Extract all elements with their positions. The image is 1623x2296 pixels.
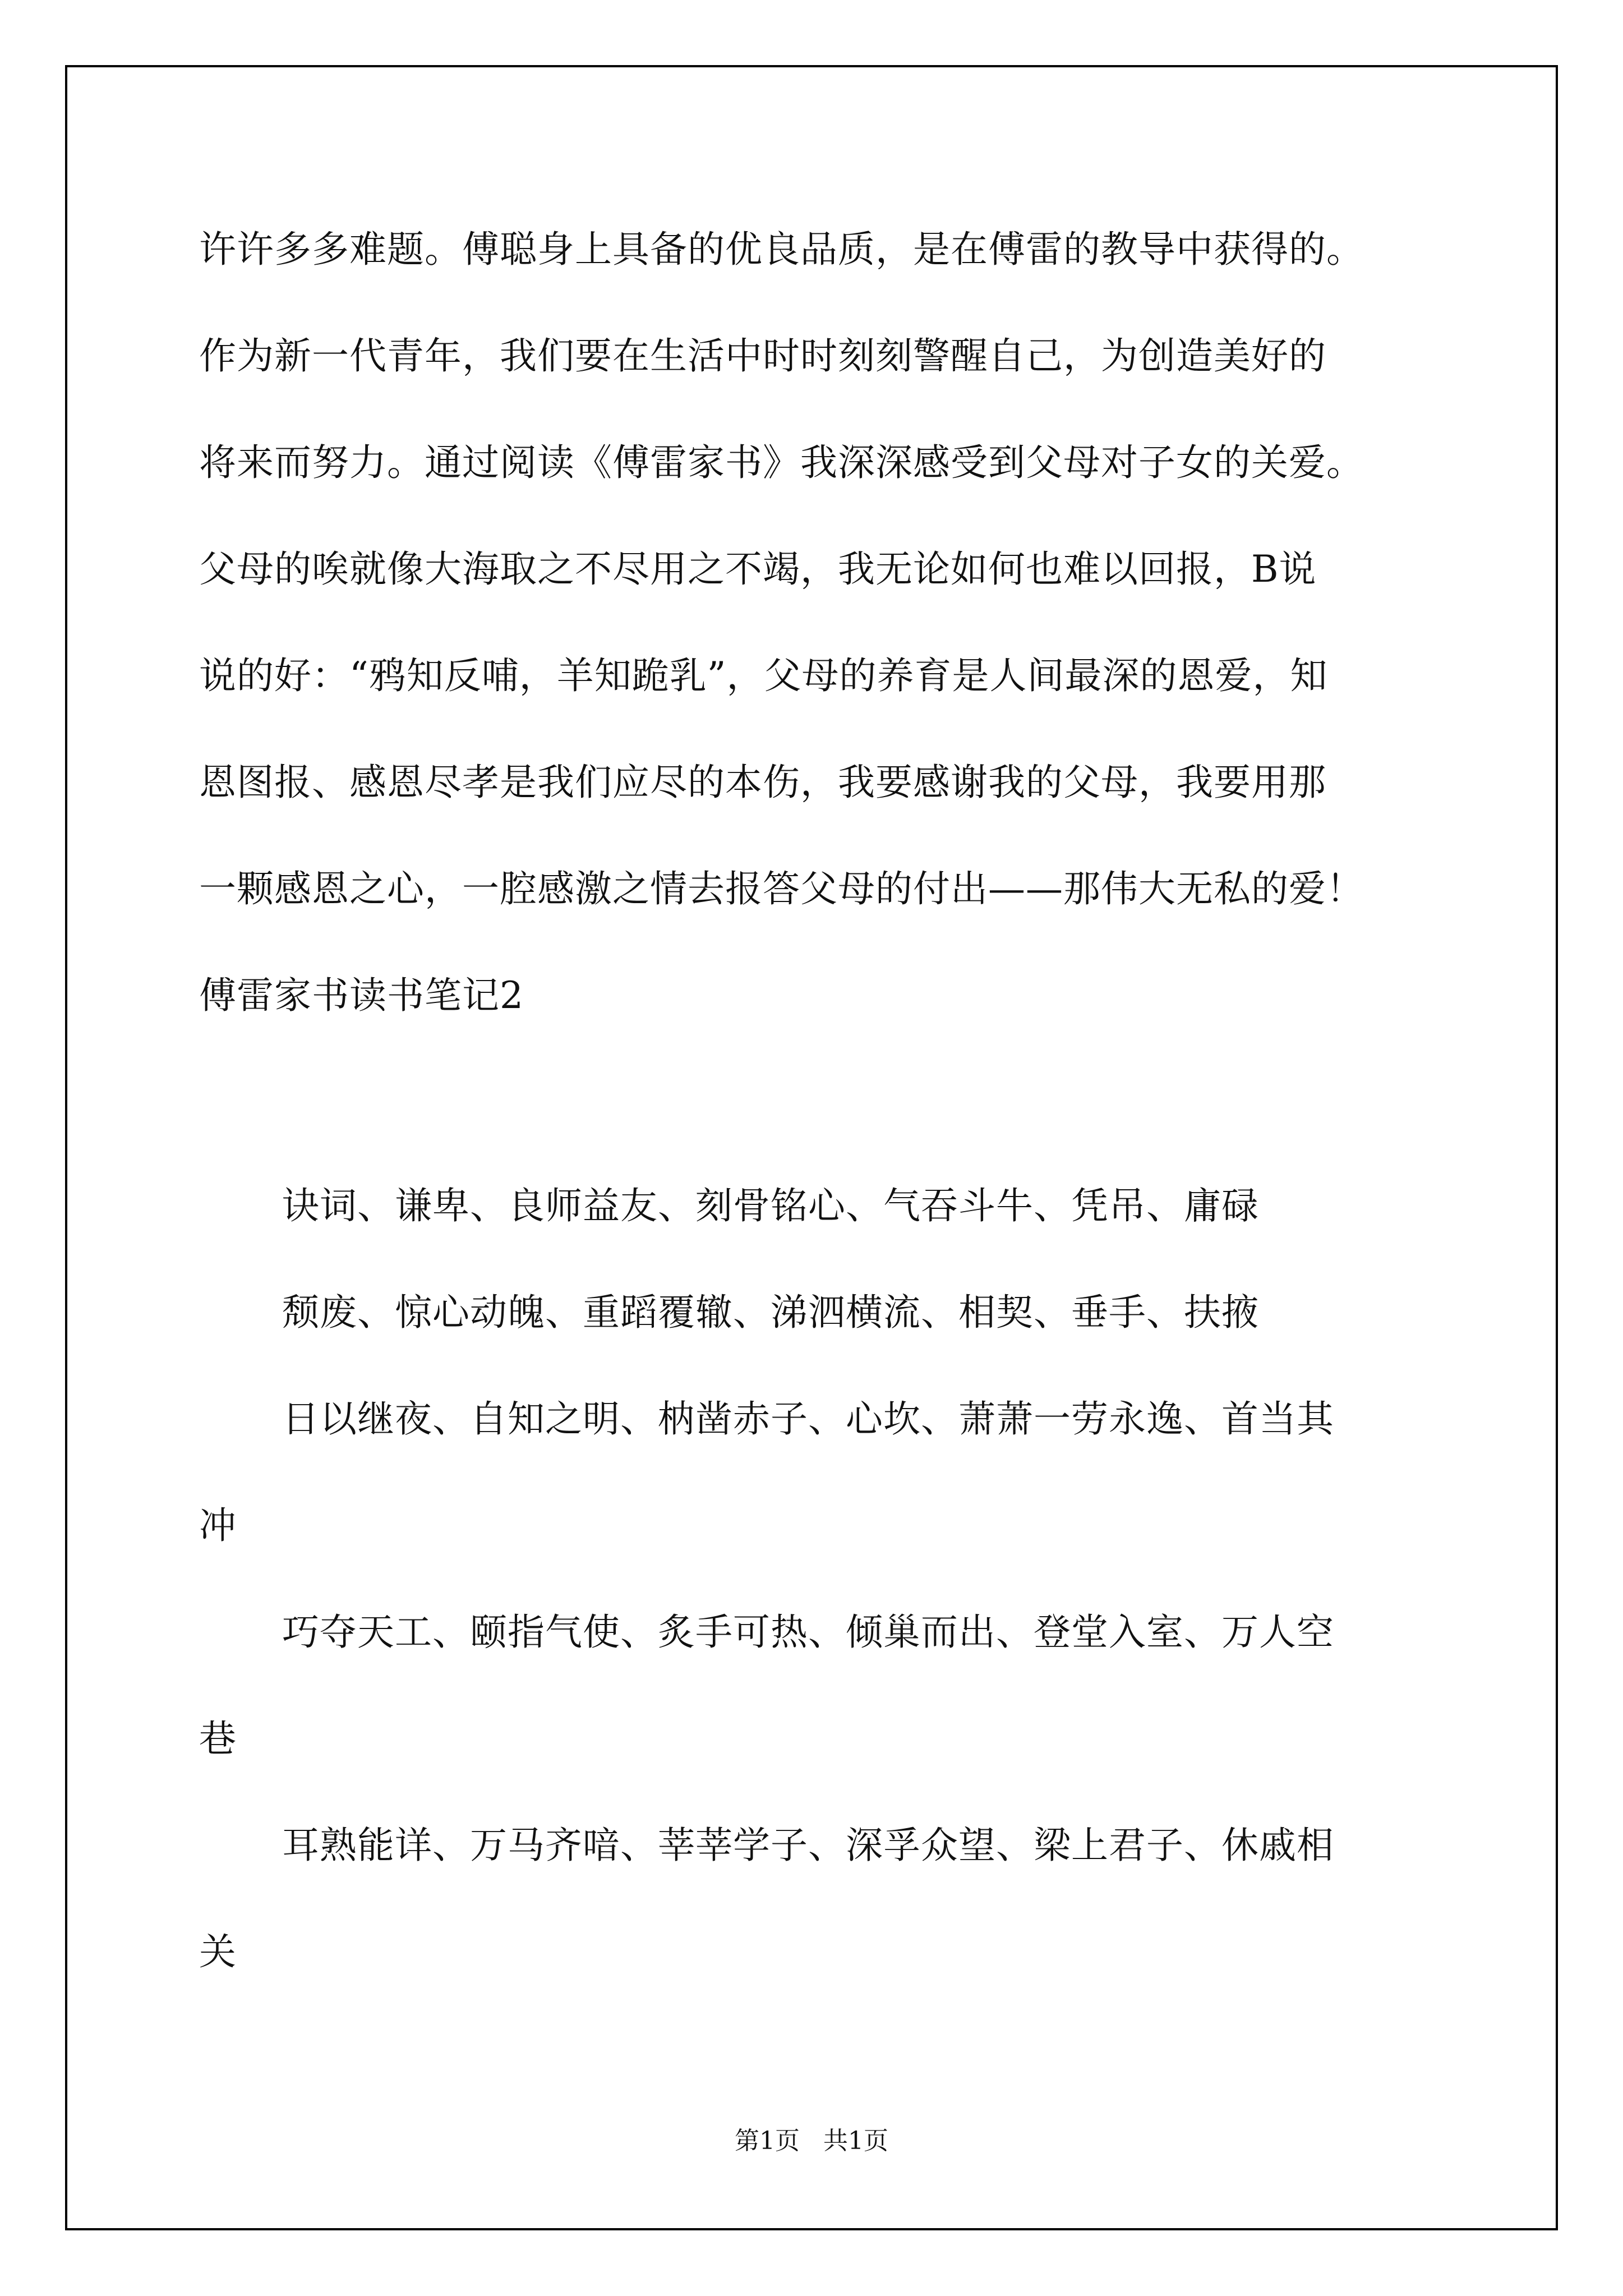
section-title: 傅雷家书读书笔记2 <box>199 974 524 1017</box>
word-line-4: 巧夺天工、颐指气使、炙手可热、倾巢而出、登堂入室、万人空 <box>282 1611 1334 1654</box>
body-line-6: 恩图报、感恩尽孝是我们应尽的本伤，我要感谢我的父母，我要用那 <box>199 761 1326 804</box>
body-line-5: 说的好：“鸦知反哺，羊知跪乳”，父母的养育是人间最深的恩爱，知 <box>199 654 1328 697</box>
word-line-5-wrap: 关 <box>199 1930 237 1973</box>
body-line-3: 将来而努力。通过阅读《傅雷家书》我深深感受到父母对子女的关爱。 <box>199 441 1364 484</box>
word-line-2: 颓废、惊心动魄、重蹈覆辙、涕泗横流、相契、垂手、扶掖 <box>282 1291 1259 1334</box>
page-footer <box>0 2125 1623 2157</box>
page-border <box>65 65 1558 2230</box>
body-line-2: 作为新一代青年，我们要在生活中时时刻刻警醒自己，为创造美好的 <box>199 334 1326 378</box>
word-line-1: 诀词、谦卑、良师益友、刻骨铭心、气吞斗牛、凭吊、庸碌 <box>282 1184 1259 1227</box>
body-line-4: 父母的唉就像大海取之不尽用之不竭，我无论如何也难以回报，B说 <box>199 547 1317 591</box>
page-number: 第1页 <box>735 2127 800 2155</box>
word-line-3: 日以继夜、自知之明、枘凿赤子、心坎、萧萧一劳永逸、首当其 <box>282 1397 1334 1441</box>
body-line-1: 许许多多难题。傅聪身上具备的优良品质，是在傅雷的教导中获得的。 <box>199 228 1364 271</box>
page-total: 共1页 <box>823 2127 888 2155</box>
word-line-5: 耳熟能详、万马齐喑、莘莘学子、深孚众望、梁上君子、休戚相 <box>282 1824 1334 1867</box>
word-line-4-wrap: 巷 <box>199 1717 237 1760</box>
body-line-7: 一颗感恩之心，一腔感激之情去报答父母的付出——那伟大无私的爱！ <box>199 867 1364 910</box>
word-line-3-wrap: 冲 <box>199 1504 237 1547</box>
